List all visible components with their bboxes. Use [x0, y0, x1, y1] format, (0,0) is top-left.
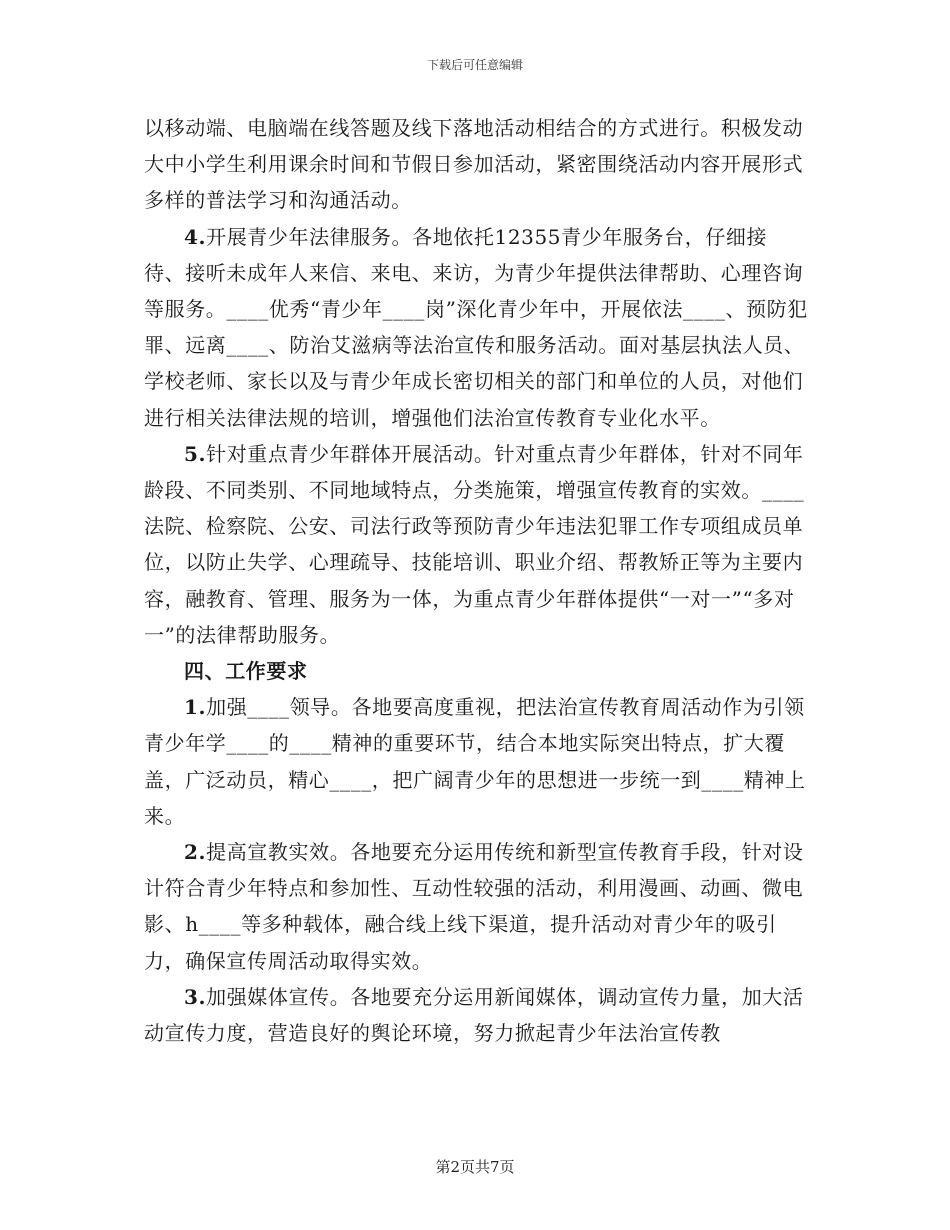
requirement-item-2 [144, 834, 808, 979]
page-number: 第2页共7页 [435, 1158, 515, 1176]
paragraph-continuation [144, 110, 808, 219]
paragraph-text: 提高宣教实效。各地要充分运用传统和新型宣传教育手段，针对设计符合青少年特点和参加性、互动性较强的活动，利用漫画、动画、微电影、h____等多种载体，融合线上线下渠道，提升活动对青少年的吸引力，确保宣传周活动取得实效。 [144, 840, 804, 973]
requirement-item-3 [144, 979, 808, 1051]
paragraph-text: 针对重点青少年群体开展活动。针对重点青少年群体，针对不同年龄段、不同类别、不同地域特点，分类施策，增强宣传教育的实效。____法院、检察院、公安、司法行政等预防青少年违法犯罪工作专项组成员单位，以防止失学、心理疏导、技能培训、职业介绍、帮教矫正等为主要内容，融教育、管理、服务为一体，为重点青少年群体提供“一对一”“多对一”的法律帮助服务。 [144, 441, 805, 647]
paragraph-text: 开展青少年法律服务。各地依托12355青少年服务台，仔细接待、接听未成年人来信、来电、来访，为青少年提供法律帮助、心理咨询等服务。____优秀“青少年____岗”深化青少年中，开展依法____、预防犯罪、远离____、防治艾滋病等法治宣传和服务活动。面对基层执法人员、学校老师、家长以及与青少年成长密切相关的部门和单位的人员，对他们进行相关法律法规的培训，增强他们法治宣传教育专业化水平。 [144, 224, 808, 430]
page-header: 下载后可任意编辑 [426, 58, 523, 72]
paragraph-item-5 [144, 436, 808, 653]
section-heading: 四、工作要求 [184, 659, 308, 684]
item-number: 2. [184, 840, 207, 865]
item-number: 3. [184, 984, 207, 1009]
item-number: 1. [184, 695, 207, 720]
item-number: 5. [184, 441, 207, 466]
paragraph-text: 加强____领导。各地要高度重视，把法治宣传教育周活动作为引领青少年学____的____精神的重要环节，结合本地实际突出特点，扩大覆盖，广泛动员，精心____，把广阔青少年的思想进一步统一到____精神上来。 [144, 695, 806, 828]
paragraph-item-4 [144, 219, 808, 436]
paragraph-text: 加强媒体宣传。各地要充分运用新闻媒体，调动宣传力量，加大活动宣传力度，营造良好的舆论环境，努力掀起青少年法治宣传教 [144, 984, 804, 1046]
paragraph-text: 以移动端、电脑端在线答题及线下落地活动相结合的方式进行。积极发动大中小学生利用课余时间和节假日参加活动，紧密围绕活动内容开展形式多样的普法学习和沟通活动。 [144, 116, 804, 213]
item-number: 4. [184, 224, 207, 249]
document-body [144, 110, 808, 1051]
requirement-item-1 [144, 689, 808, 834]
